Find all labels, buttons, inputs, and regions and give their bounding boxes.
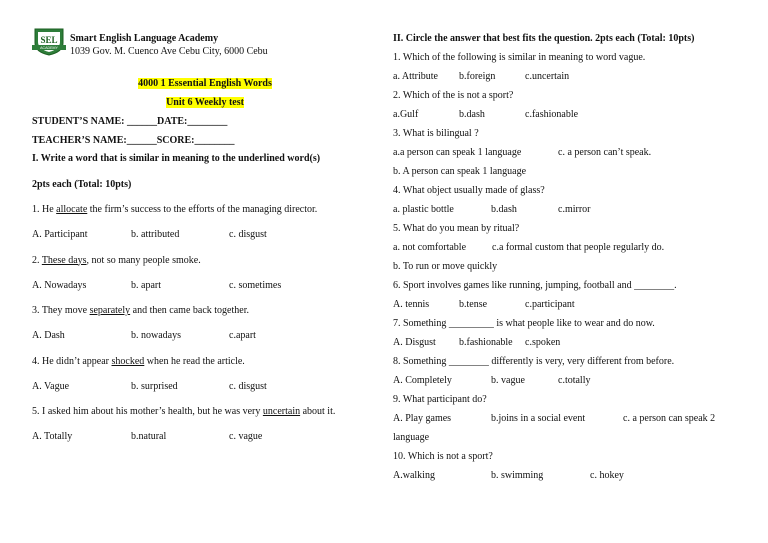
answer-option: c.uncertain: [525, 71, 570, 82]
test-title-line1: 4000 1 Essential English Words: [138, 78, 272, 89]
option-a: A. Totally: [32, 431, 73, 442]
option-c: c. sometimes: [229, 279, 282, 291]
option-c: c. disgust: [229, 380, 267, 392]
section1-points: 2pts each (Total: 10pts): [32, 179, 132, 190]
answer-option: A.walking: [393, 470, 435, 481]
section2-heading: II. Circle the answer that best fits the question. 2pts each (Total: 10pts): [393, 33, 695, 44]
underlined-word: shocked: [111, 355, 145, 367]
school-logo-icon: [32, 26, 66, 56]
answer-option: c.mirror: [558, 204, 591, 215]
option-b: b. apart: [131, 279, 161, 291]
answer-option: A. tennis: [393, 299, 430, 310]
question-line: 6. Sport involves games like running, jumping, football and ________.: [393, 280, 677, 291]
question-line: 2. Which of the is not a sport?: [393, 90, 514, 101]
question-line: 8. Something ________ differently is very, very different from before.: [393, 356, 675, 367]
question-lead: 1. He: [32, 204, 57, 215]
option-b: b.natural: [131, 431, 167, 442]
question-line: 1. Which of the following is similar in meaning to word vague.: [393, 52, 646, 63]
answer-option: b.foreign: [459, 71, 496, 82]
answer-option: c.a formal custom that people regularly do.: [492, 242, 665, 253]
question-tail: and then came back together.: [130, 305, 249, 316]
question-lead: 5. I asked him about his mother’s health, but he was very: [32, 406, 263, 417]
answer-option: A. Completely: [393, 375, 452, 386]
question-text: [32, 304, 249, 317]
answer-option: a. not comfortable: [393, 242, 467, 253]
question-line: 5. What do you mean by ritual?: [393, 223, 520, 234]
student-name-line: STUDENT’S NAME: ______DATE:________: [32, 116, 228, 127]
option-a: A. Participant: [32, 229, 88, 240]
school-address: 1039 Gov. M. Cuenco Ave Cebu City, 6000 Cebu: [70, 46, 268, 57]
option-c: c. disgust: [229, 229, 267, 240]
question-line: b. To run or move quickly: [393, 261, 498, 272]
answer-option: a.a person can speak 1 language: [393, 147, 522, 158]
question-line: 7. Something _________ is what people like to wear and do now.: [393, 318, 655, 329]
question-tail: about it.: [300, 406, 336, 417]
option-b: b. surprised: [131, 380, 178, 392]
answer-option: b. swimming: [491, 470, 544, 481]
question-text: [32, 355, 245, 368]
question-tail: the firm’s success to the efforts of the managing director.: [87, 204, 318, 215]
question-text: [32, 254, 201, 267]
question-text: [32, 405, 335, 418]
teacher-name-line: TEACHER’S NAME:______SCORE:________: [32, 135, 235, 146]
test-title-line2: Unit 6 Weekly test: [166, 97, 244, 108]
school-name: Smart English Language Academy: [70, 33, 219, 44]
option-c: c.apart: [229, 330, 256, 341]
option-b: b. attributed: [131, 229, 180, 240]
answer-option: b.joins in a social event: [491, 413, 586, 424]
answer-option: c. a person can’t speak.: [558, 147, 652, 158]
question-line: b. A person can speak 1 language: [393, 166, 527, 177]
answer-option: b.dash: [459, 109, 485, 120]
section1-heading: I. Write a word that is similar in meaning to the underlined word(s): [32, 153, 321, 164]
answer-option: c.totally: [558, 375, 591, 386]
question-tail: , not so many people smoke.: [86, 254, 201, 266]
underlined-word: separately: [89, 305, 131, 316]
question-lead: 2.: [32, 254, 42, 266]
question-line: 3. What is bilingual ?: [393, 128, 479, 139]
question-line: language: [393, 432, 430, 443]
answer-option: c. hokey: [590, 470, 624, 481]
option-b: b. nowadays: [131, 330, 181, 341]
answer-option: c.participant: [525, 299, 575, 310]
answer-option: c. a person can speak 2: [623, 413, 716, 424]
underlined-word: allocate: [56, 204, 88, 215]
question-line: 9. What participant do?: [393, 394, 487, 405]
answer-option: a.Gulf: [393, 109, 419, 120]
svg-text:SEL: SEL: [40, 35, 58, 45]
answer-option: c.spoken: [525, 337, 561, 348]
answer-option: b.tense: [459, 299, 488, 310]
answer-option: A. Disgust: [393, 337, 436, 348]
question-text: [32, 203, 317, 216]
answer-option: b.dash: [491, 204, 517, 215]
answer-option: b.fashionable: [459, 337, 513, 348]
underlined-word: These days: [41, 254, 87, 266]
option-a: A. Nowadays: [32, 279, 87, 291]
answer-option: c.fashionable: [525, 109, 579, 120]
question-line: 10. Which is not a sport?: [393, 451, 493, 462]
underlined-word: uncertain: [262, 406, 301, 417]
question-lead: 3. They move: [32, 305, 90, 316]
question-lead: 4. He didn’t appear: [32, 355, 112, 367]
option-a: A. Vague: [32, 380, 70, 392]
answer-option: a. plastic bottle: [393, 204, 454, 215]
svg-text:ACADEMY: ACADEMY: [40, 46, 58, 50]
answer-option: A. Play games: [393, 413, 452, 424]
answer-option: b. vague: [491, 375, 525, 386]
answer-option: a. Attribute: [393, 71, 438, 82]
question-line: 4. What object usually made of glass?: [393, 185, 545, 196]
option-a: A. Dash: [32, 330, 65, 341]
question-tail: when he read the article.: [144, 355, 245, 367]
option-c: c. vague: [229, 431, 263, 442]
